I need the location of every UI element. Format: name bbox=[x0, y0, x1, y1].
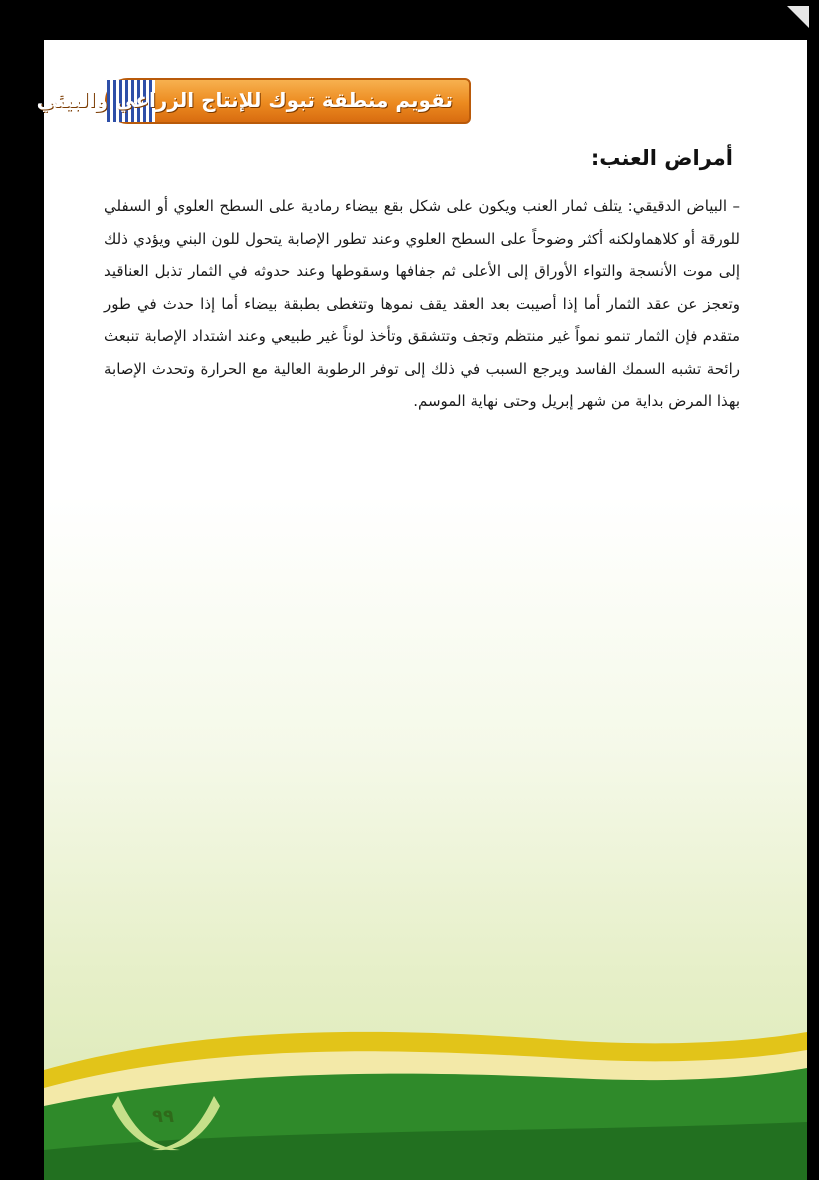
bottom-scan-border bbox=[0, 1180, 819, 1200]
footer-wave-decoration bbox=[0, 1010, 819, 1190]
header-banner bbox=[36, 78, 471, 124]
page-number: ٩٩ bbox=[152, 1106, 174, 1127]
paragraph-powdery-mildew: – البياض الدقيقي: يتلف ثمار العنب ويكون على شكل بقع بيضاء رمادية على السطح العلوي أو السفلي للورقة أو كلاهماولكنه أكثر وضوحاً على السطح العلوي وعند تطور الإصابة يتحول للون البني ويؤدي ذلك إلى موت الأنسجة والتواء الأوراق إلى الأعلى ثم جفافها وسقوطها وعند حدوثه في الثمار تذبل العناقيد وتعجز عن عقد الثمار أما إذا أصيبت بعد العقد يقف نموها وتتغطى بطبقة بيضاء أما إذا حدث في طور متقدم فإن الثمار تنمو نمواً غير منتظم وتجف وتتشقق وتأخذ لوناً غير طبيعي وعند اشتداد الإصابة تنبعث رائحة تشبه السمك الفاسد ويرجع السبب في ذلك إلى توفر الرطوبة العالية مع الحرارة وتحدث الإصابة بهذا المرض بداية من شهر إبريل وحتى نهاية الموسم. bbox=[104, 197, 740, 410]
header-title: تقويم منطقة تبوك للإنتاج الزراعي والبيئي bbox=[36, 88, 453, 112]
top-scan-border bbox=[0, 0, 819, 40]
section-heading: أمراض العنب: bbox=[590, 146, 733, 170]
body-text bbox=[104, 190, 740, 418]
